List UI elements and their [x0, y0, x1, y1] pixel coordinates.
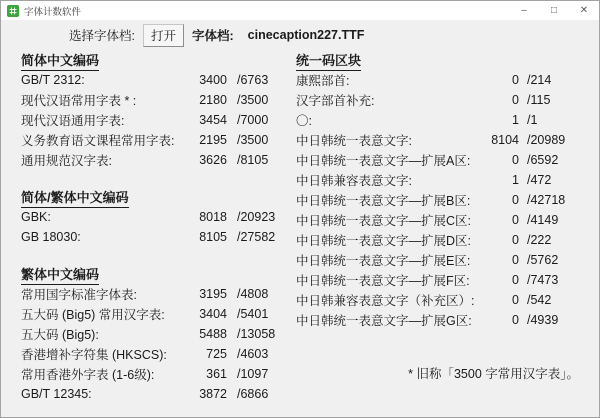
stat-label: 常用国字标准字体表:	[21, 288, 137, 302]
stat-label: 香港增补字符集 (HKSCS):	[21, 348, 167, 362]
unicode-blocks-column	[296, 50, 583, 382]
stat-row	[296, 90, 583, 110]
stat-total: /6866	[237, 387, 269, 401]
stat-total: /3500	[237, 93, 269, 107]
stat-total: /27582	[237, 230, 276, 244]
stat-row	[296, 110, 583, 130]
stat-total: /13058	[237, 327, 276, 341]
stat-total: /542	[527, 293, 552, 307]
stat-count: 0	[512, 93, 519, 107]
stat-total: /6763	[237, 73, 269, 87]
stat-total: /20989	[527, 133, 566, 147]
stat-total: /7000	[237, 113, 269, 127]
open-button[interactable]: 打开	[143, 24, 184, 47]
stats-section	[21, 50, 289, 170]
stat-row	[21, 110, 289, 130]
footnote: * 旧称「3500 字常用汉字表」。	[408, 367, 579, 381]
font-file-name: cinecaption227.TTF	[247, 28, 365, 42]
stat-total: /8105	[237, 153, 269, 167]
stat-label: GB/T 12345:	[21, 387, 92, 401]
font-file-label: 字体档:	[191, 29, 234, 43]
stat-count: 8105	[199, 230, 227, 244]
stat-label: 中日韩统一表意文字—扩展B区:	[296, 194, 471, 208]
stat-count: 0	[512, 153, 519, 167]
stat-total: /5401	[237, 307, 269, 321]
minimize-icon[interactable]: –	[521, 4, 527, 16]
stat-count: 3454	[199, 113, 227, 127]
stat-label: 中日韩统一表意文字—扩展G区:	[296, 314, 472, 328]
stat-row	[296, 130, 583, 150]
stat-row	[296, 170, 583, 190]
stat-total: /7473	[527, 273, 559, 287]
encoding-stats-column	[21, 50, 289, 404]
stat-count: 361	[206, 367, 227, 381]
stat-row	[21, 90, 289, 110]
stat-count: 8104	[491, 133, 519, 147]
stat-row	[21, 284, 289, 304]
stat-label: 中日韩兼容表意文字:	[296, 174, 412, 188]
stat-label: 中日韩统一表意文字—扩展C区:	[296, 214, 472, 228]
stat-label: 汉字部首补充:	[296, 94, 375, 108]
stat-total: /4603	[237, 347, 269, 361]
stat-count: 0	[512, 233, 519, 247]
stat-row	[21, 304, 289, 324]
select-font-label: 选择字体档:	[69, 29, 135, 43]
stat-label: 现代汉语常用字表 * :	[21, 94, 137, 108]
stat-row	[296, 210, 583, 230]
stat-count: 3626	[199, 153, 227, 167]
stat-count: 0	[512, 313, 519, 327]
stat-row	[21, 207, 289, 227]
stat-total: /1097	[237, 367, 269, 381]
stat-count: 2180	[199, 93, 227, 107]
stat-count: 0	[512, 73, 519, 87]
stat-count: 3195	[199, 287, 227, 301]
stat-label: GB/T 2312:	[21, 73, 85, 87]
stat-total: /5762	[527, 253, 559, 267]
stat-label: 现代汉语通用字表:	[21, 114, 125, 128]
stat-total: /4808	[237, 287, 269, 301]
stat-count: 0	[512, 193, 519, 207]
stat-total: /6592	[527, 153, 559, 167]
stat-count: 0	[512, 293, 519, 307]
stat-total: /42718	[527, 193, 566, 207]
stat-label: 五大码 (Big5) 常用汉字表:	[21, 308, 165, 322]
stat-row	[21, 384, 289, 404]
section-header: 简体中文编码	[21, 50, 99, 71]
stat-total: /214	[527, 73, 552, 87]
stat-total: /20923	[237, 210, 276, 224]
stat-label: 康熙部首:	[296, 74, 350, 88]
maximize-icon[interactable]: □	[550, 4, 558, 16]
stats-section	[296, 50, 583, 330]
stat-count: 5488	[199, 327, 227, 341]
section-header-row	[296, 50, 583, 70]
stat-row	[296, 150, 583, 170]
stat-label: 中日韩统一表意文字:	[296, 134, 412, 148]
stat-row	[21, 344, 289, 364]
stat-total: /4149	[527, 213, 559, 227]
toolbar	[1, 20, 599, 50]
stat-count: 8018	[199, 210, 227, 224]
stat-total: /3500	[237, 133, 269, 147]
stat-count: 0	[512, 213, 519, 227]
stat-total: /4939	[527, 313, 559, 327]
stat-label: 中日韩统一表意文字—扩展A区:	[296, 154, 471, 168]
stat-total: /472	[527, 173, 552, 187]
stat-row	[296, 290, 583, 310]
stat-count: 725	[206, 347, 227, 361]
stat-count: 2195	[199, 133, 227, 147]
stat-row	[296, 250, 583, 270]
titlebar	[1, 1, 599, 20]
stat-row	[296, 270, 583, 290]
section-header-row	[21, 264, 289, 284]
stat-count: 0	[512, 273, 519, 287]
stat-row	[296, 230, 583, 250]
stat-count: 3400	[199, 73, 227, 87]
stat-count: 1	[512, 173, 519, 187]
stat-count: 0	[512, 253, 519, 267]
stat-row	[21, 227, 289, 247]
stat-label: GB 18030:	[21, 230, 81, 244]
stats-section	[21, 187, 289, 247]
stat-label: 〇:	[296, 114, 312, 128]
app-icon	[7, 5, 19, 17]
stat-label: 义务教育语文课程常用字表:	[21, 134, 175, 148]
stat-row	[21, 150, 289, 170]
stat-row	[296, 310, 583, 330]
section-header-row	[21, 187, 289, 207]
section-header-row	[21, 50, 289, 70]
window-title: 字体计数软件	[24, 6, 82, 18]
stat-total: /115	[527, 93, 551, 107]
stat-total: /1	[527, 113, 538, 127]
stat-label: 中日韩统一表意文字—扩展E区:	[296, 254, 471, 268]
stat-label: 常用香港外字表 (1-6级):	[21, 368, 155, 382]
section-header: 简体/繁体中文编码	[21, 187, 129, 208]
stat-label: 五大码 (Big5):	[21, 328, 99, 342]
section-header: 统一码区块	[296, 50, 361, 71]
stat-row	[21, 70, 289, 90]
stat-row	[296, 190, 583, 210]
stat-label: 通用规范汉字表:	[21, 154, 112, 168]
stat-label: 中日韩兼容表意文字（补充区）:	[296, 294, 475, 308]
window-controls	[509, 1, 599, 20]
stat-label: 中日韩统一表意文字—扩展F区:	[296, 274, 470, 288]
close-icon[interactable]: ✕	[579, 4, 589, 16]
stat-row	[296, 70, 583, 90]
stat-label: GBK:	[21, 210, 51, 224]
stat-count: 3872	[199, 387, 227, 401]
section-header: 繁体中文编码	[21, 264, 99, 285]
stat-count: 3404	[199, 307, 227, 321]
stat-count: 1	[512, 113, 519, 127]
stat-row	[21, 130, 289, 150]
stats-section	[21, 264, 289, 404]
stat-row	[21, 364, 289, 384]
stat-row	[21, 324, 289, 344]
stat-label: 中日韩统一表意文字—扩展D区:	[296, 234, 472, 248]
stat-total: /222	[527, 233, 552, 247]
